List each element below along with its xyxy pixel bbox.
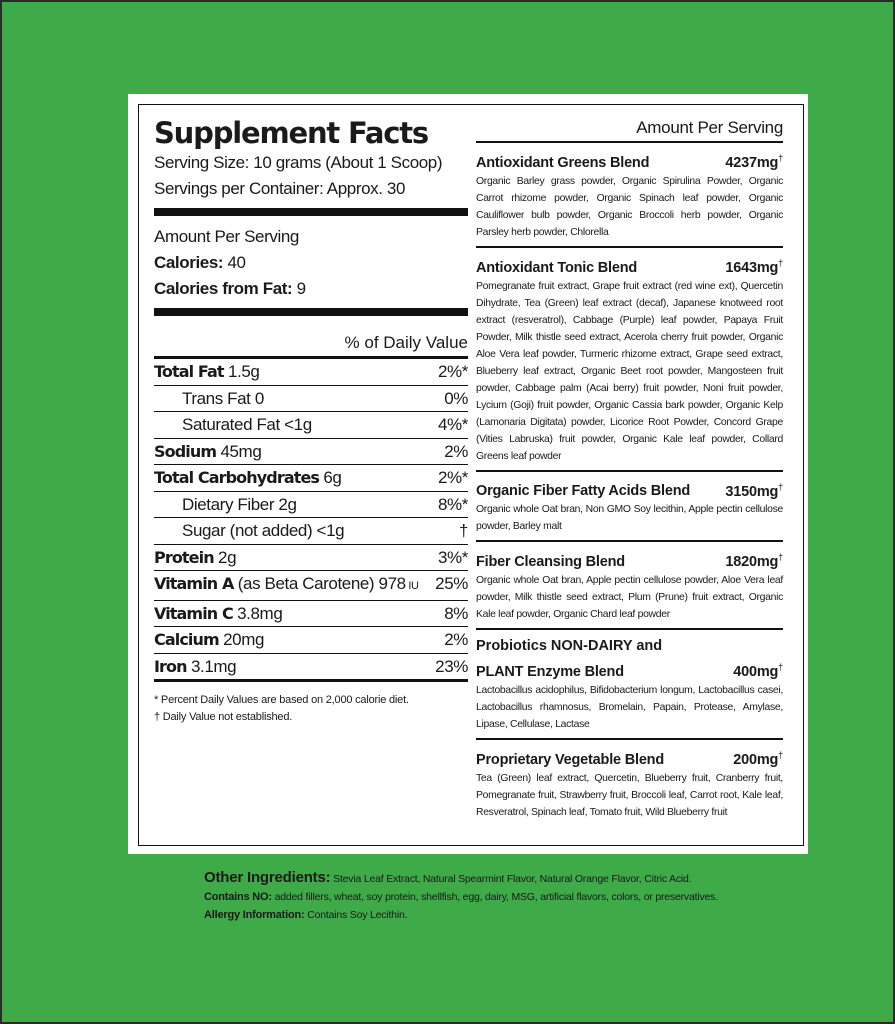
other-ingredients-value: Stevia Leaf Extract, Natural Spearmint Flavor, Natural Orange Flavor, Citric Acid. [330, 873, 692, 885]
nutrient-dv: 2%* [438, 362, 468, 381]
facts-title: Supplement Facts [154, 116, 428, 150]
blend-section [476, 542, 783, 630]
dagger: † [778, 552, 783, 563]
nutrient-name: Calcium [154, 630, 219, 649]
blend-section [476, 472, 783, 543]
nutrient-row [154, 627, 468, 654]
nutrient-name: Vitamin A [154, 574, 234, 593]
nutrient-amount: (as Beta Carotene) 978 [233, 574, 406, 593]
blend-name: Proprietary Vegetable Blend [476, 751, 664, 768]
serving-size: Serving Size: 10 grams (About 1 Scoop) [154, 153, 443, 172]
nutrient-row [154, 359, 468, 386]
nutrient-name: Total Carbohydrates [154, 468, 320, 487]
calories-from-fat [154, 276, 468, 302]
servings-per-container: Servings per Container: Approx. 30 [154, 179, 405, 198]
calories [154, 250, 468, 276]
nutrient-amount: 3.1mg [186, 656, 237, 676]
dagger: † [778, 153, 783, 163]
nutrient-dv: 2% [444, 441, 468, 461]
calories-fat-value: 9 [292, 279, 306, 298]
blend-amount: 3150mg [725, 483, 779, 500]
nutrient-amount: 2g [213, 547, 237, 567]
other-ingredients-label: Other Ingredients: [204, 869, 331, 886]
nutrient-dv: † [458, 521, 468, 540]
blend-name: PLANT Enzyme Blend [476, 664, 624, 681]
blend-name-line1: Probiotics NON-DAIRY and [476, 638, 663, 655]
blend-ingredients: Lactobacillus acidophilus, Bifidobacterium longum, Lactobacillus casei, Lactobacillus rhamnosus, Bromelain, Papain, Protease, Amylase, Lipase, Cellulase, Lactase [476, 685, 783, 731]
nutrient-name: Trans Fat 0 [182, 388, 264, 408]
nutrient-amount: 45mg [216, 441, 262, 461]
nutrient-name: Sugar (not added) <1g [182, 521, 345, 540]
daily-value-header: % of Daily Value [154, 324, 468, 359]
blend-name: Antioxidant Tonic Blend [476, 259, 638, 276]
blend-name: Organic Fiber Fatty Acids Blend [476, 483, 691, 500]
blend-section [476, 630, 783, 740]
allergy-information [204, 906, 824, 924]
nutrient-row [154, 465, 468, 492]
other-ingredients [204, 869, 824, 888]
nutrient-row [154, 492, 468, 519]
nutrient-row [154, 571, 468, 601]
footnotes [154, 692, 468, 726]
nutrient-name: Vitamin C [154, 603, 233, 623]
nutrient-row [154, 412, 468, 439]
nutrient-name: Dietary Fiber 2g [182, 494, 297, 514]
nutrient-dv: 23% [435, 656, 468, 676]
blend-amount: 4237mg [725, 154, 779, 171]
blend-section [476, 248, 783, 472]
nutrient-name: Total Fat [154, 362, 224, 381]
blend-ingredients: Organic whole Oat bran, Non GMO Soy lecithin, Apple pectin cellulose powder, Barley malt [476, 504, 783, 533]
blend-ingredients: Tea (Green) leaf extract, Quercetin, Blueberry fruit, Cranberry fruit, Pomegranate fruit, Strawberry fruit, Broccoli leaf, Carrot root, Kale leaf, Resveratrol, Spinach leaf, Tomato fruit, Wild Blueberry fruit [476, 772, 783, 818]
calories-value: 40 [223, 253, 246, 272]
supplement-facts [154, 116, 468, 726]
blend-ingredients: Organic Barley grass powder, Organic Spirulina Powder, Organic Carrot rhizome powder, Organic Spinach leaf powder, Organic Cauliflower bulb powder, Organic Broccoli herb powder, Organic Parsley herb powder, Chlorella [476, 175, 783, 238]
blend-amount: 200mg [733, 751, 779, 768]
nutrient-amount: 3.8mg [232, 603, 283, 623]
footnote-not-established: † Daily Value not established. [154, 711, 293, 723]
nutrient-amount: 6g [319, 468, 342, 487]
contains-no [204, 888, 824, 906]
blend-ingredients: Pomegranate fruit extract, Grape fruit extract (red wine ext), Quercetin Dihydrate, Tea (Green) leaf extract (decaf), Japanese knotweed root extract (resveratrol), Cabbage (Purple) leaf powder, Papaya Fruit Powder, Milk thistle seed extract, Acerola cherry fruit powder, Organic Aloe Vera leaf powder, Turmeric rhizome extract, Grape seed extract, Blueberry leaf extract, Organic Beet root powder, Mangosteen fruit powder, Cabbage palm (Acai berry) fruit powder, Noni fruit powder, Lycium (Goji) fruit powder, Organic Cassia bark powder, Organic Kelp (Lamonaria Digitata) powder, Licorice Root Powder, Concord Grape (Vities Labruska) fruit powder, Organic Kale leaf powder, Collard Greens leaf powder [476, 280, 783, 462]
allergy-value: Contains Soy Lecithin. [304, 909, 408, 921]
nutrient-name: Saturated Fat <1g [182, 415, 312, 434]
footnote-daily-values: * Percent Daily Values are based on 2,000 calorie diet. [154, 694, 409, 706]
blend-section [476, 740, 783, 826]
blend-name: Antioxidant Greens Blend [476, 154, 650, 171]
nutrient-dv: 2% [444, 630, 468, 649]
amount-per-serving: Amount Per Serving [154, 227, 299, 246]
nutrient-name: Protein [154, 547, 214, 567]
dagger: † [778, 662, 783, 673]
nutrient-row [154, 439, 468, 466]
divider-thick [154, 208, 468, 216]
nutrient-amount: 20mg [218, 630, 265, 649]
contains-no-label: Contains NO: [204, 891, 272, 903]
contains-no-value: added fillers, wheat, soy protein, shellfish, egg, dairy, MSG, artificial flavors, colors, or preservatives. [271, 891, 718, 903]
blends-amount-header: Amount Per Serving [476, 116, 783, 143]
blend-amount: 400mg [733, 664, 779, 681]
nutrient-row [154, 601, 468, 628]
nutrient-dv: 25% [435, 574, 468, 593]
nutrient-dv: 2%* [438, 468, 468, 487]
bottom-info [204, 869, 824, 924]
nutrient-dv: 8% [444, 603, 468, 623]
nutrient-amount: 1.5g [223, 362, 260, 381]
allergy-label: Allergy Information: [204, 909, 305, 921]
dagger: † [778, 481, 783, 492]
calories-fat-label: Calories from Fat: [154, 279, 293, 298]
divider-thick [154, 308, 468, 316]
nutrient-dv: 4%* [438, 415, 468, 434]
blend-amount: 1643mg [725, 259, 779, 276]
blend-name: Fiber Cleansing Blend [476, 554, 625, 571]
nutrient-name: Sodium [154, 441, 217, 461]
nutrient-row [154, 518, 468, 545]
blends-column [476, 116, 783, 826]
nutrient-row [154, 386, 468, 413]
nutrient-dv: 8%* [438, 494, 468, 514]
nutrient-dv: 0% [444, 388, 468, 408]
calories-label: Calories: [154, 253, 224, 272]
blend-amount: 1820mg [725, 554, 779, 571]
dagger: † [778, 257, 783, 268]
nutrient-row [154, 545, 468, 572]
nutrient-row [154, 654, 468, 683]
blend-section [476, 143, 783, 248]
dagger: † [778, 750, 783, 761]
nutrient-dv: 3%* [438, 547, 468, 567]
nutrient-name: Iron [154, 656, 187, 676]
nutrient-unit: IU [405, 580, 419, 592]
blend-ingredients: Organic whole Oat bran, Apple pectin cellulose powder, Aloe Vera leaf powder, Milk thistle seed extract, Plum (Prune) fruit extract, Organic Kale leaf powder, Organic Chard leaf powder [476, 575, 783, 621]
